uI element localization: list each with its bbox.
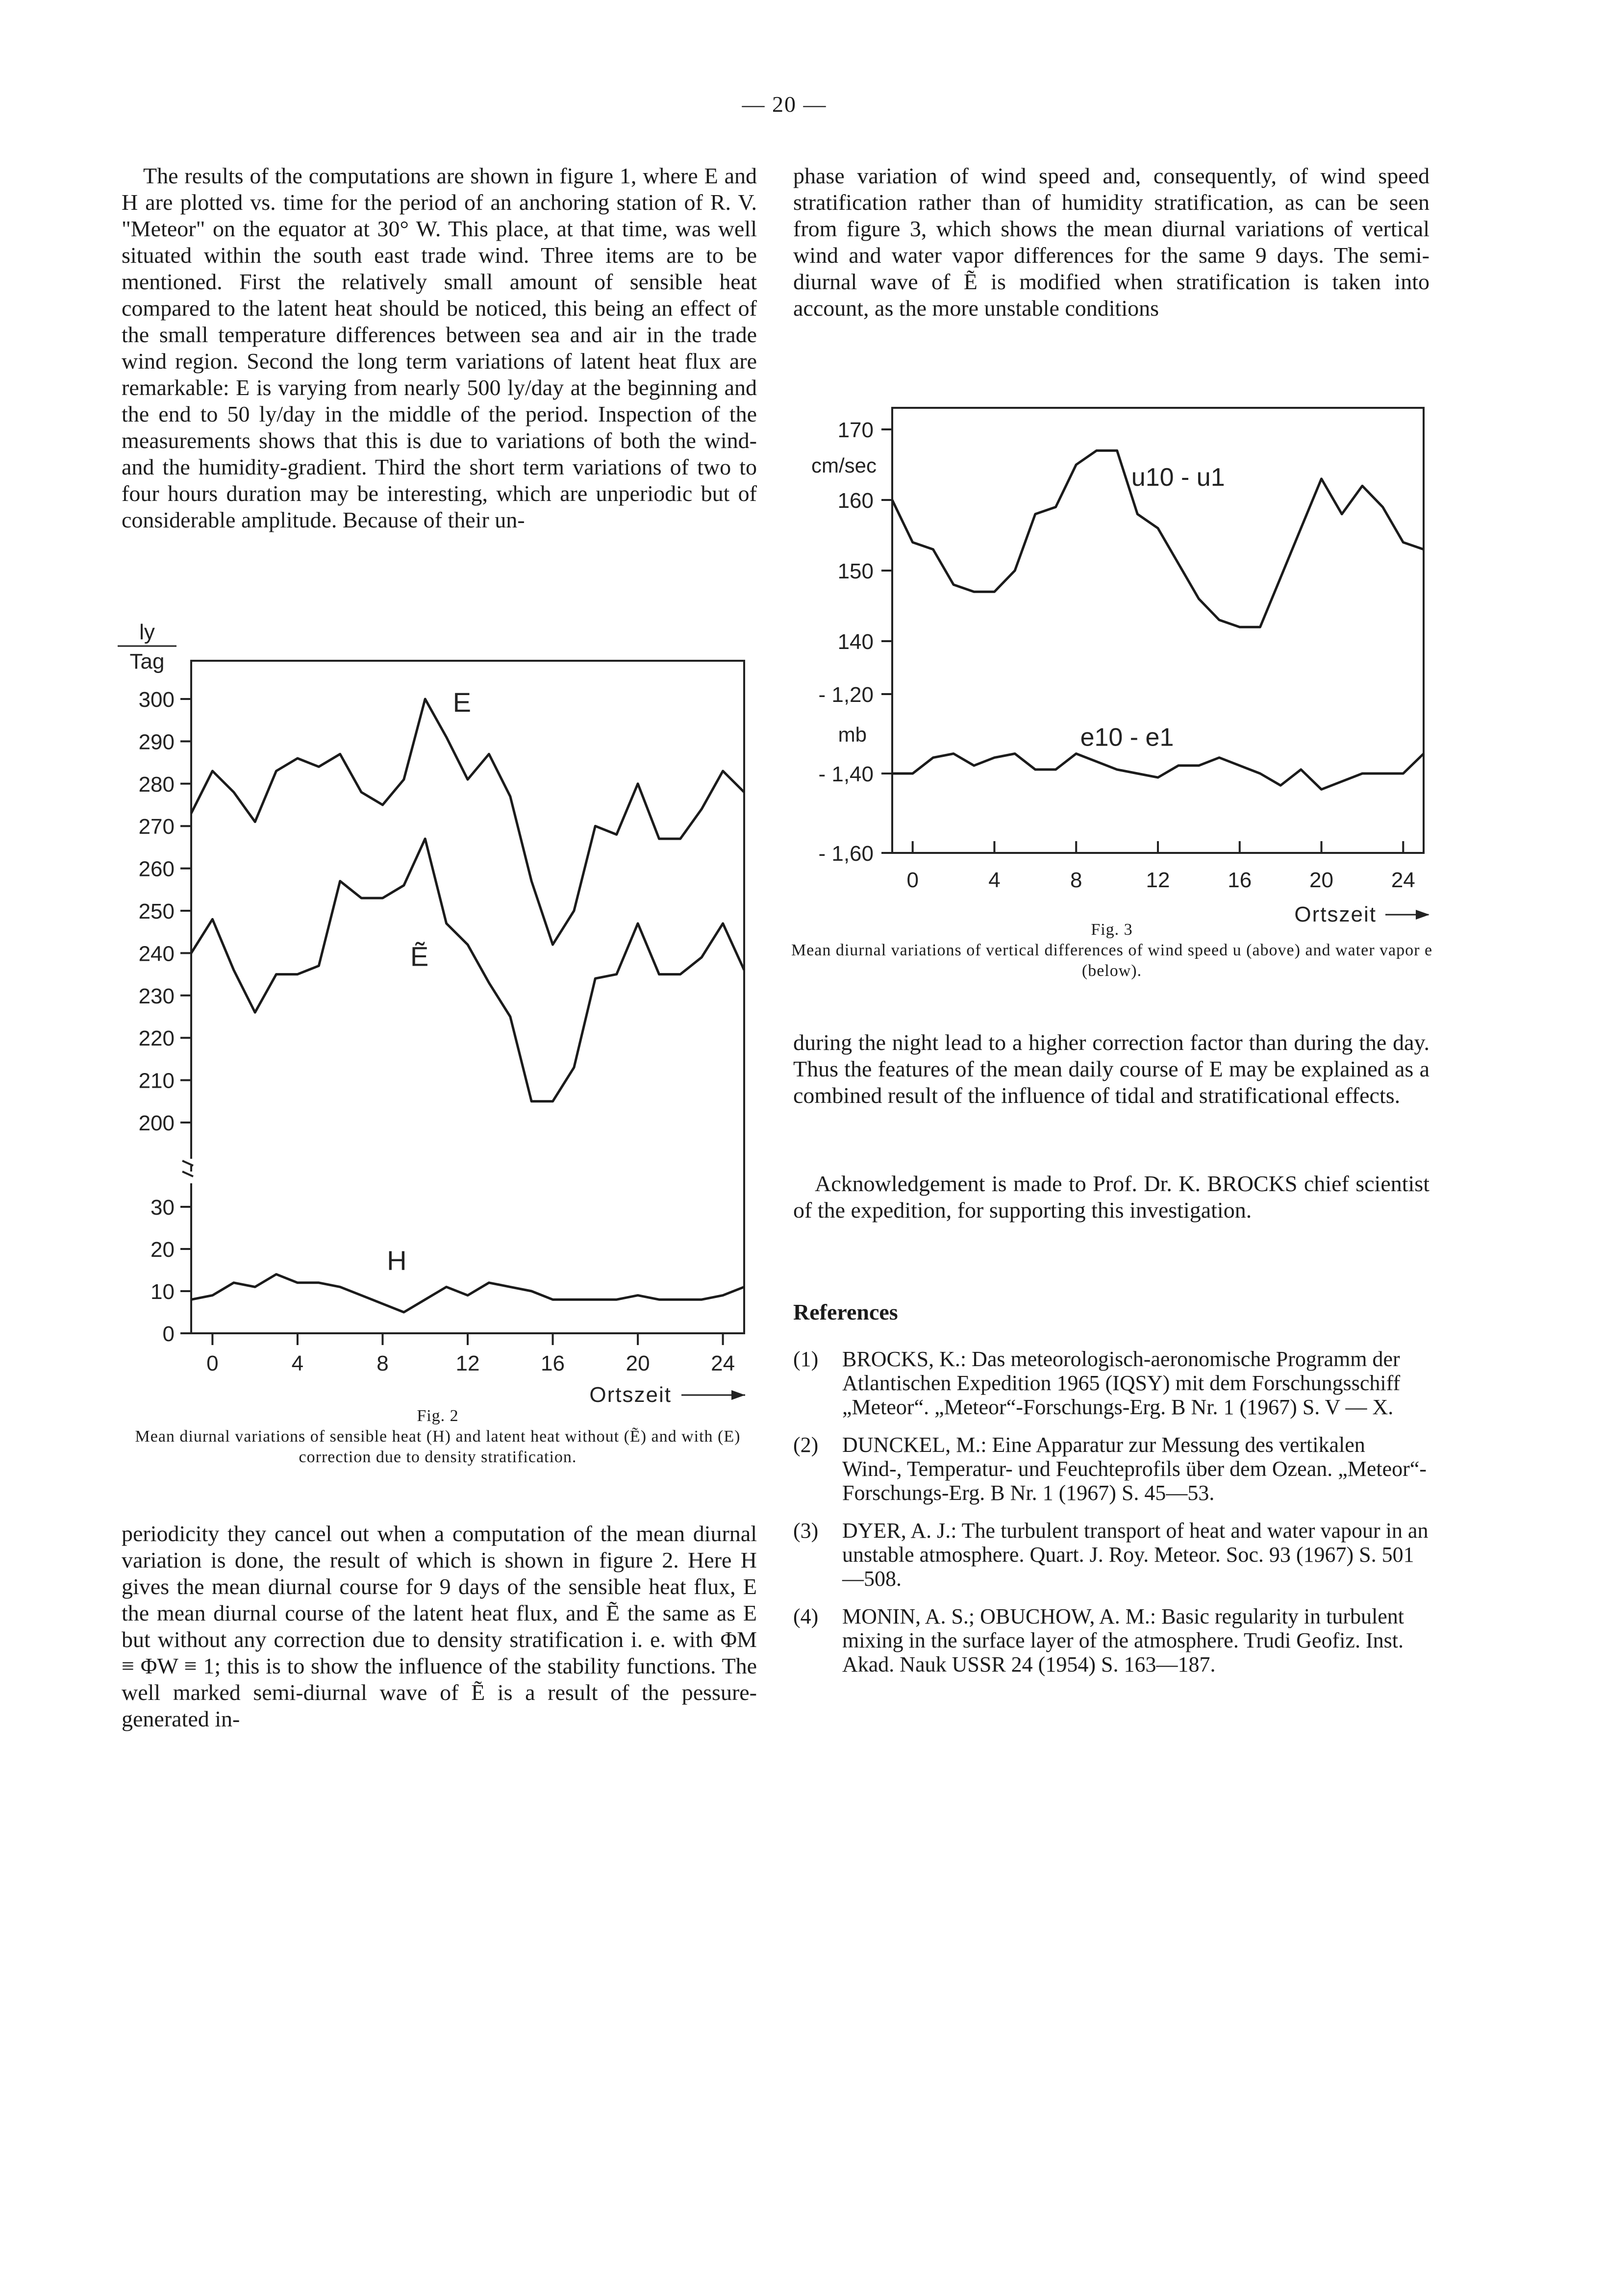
series-label-h: H [387,1245,407,1276]
reference-item [793,1519,1429,1591]
y-tick-label: - 1,60 [818,842,874,866]
reference-item [793,1604,1429,1676]
figure-3-chart [784,402,1436,926]
paragraph: The results of the computations are shown in figure 1, where E and H are plotted vs. time for the period of an anchoring station of R. V. "Meteor" on the equator at 30° W. This place, at that time, was well situated within the south east trade wind. Three items are to be mentioned. First the relatively small amount of sensible heat compared to the latent heat should be noticed, this being an effect of the small temperature differences between sea and air in the trade wind region. Second the long term variations of latent heat flux are remarkable: E is varying from nearly 500 ly/day at the beginning and the end to 50 ly/day in the middle of the period. Inspection of the measurements shows that this is due to variations of both the wind- and the humidity-gradient. Third the short term variations of two to four hours duration may be interesting, which are unperiodic but of considerable amplitude. Because of their un- [122,163,757,532]
series-line-h [191,1274,744,1312]
y-tick-label: 20 [150,1238,175,1262]
y-axis-unit-upper: cm/sec [811,454,877,477]
body-text-left-top [122,163,757,533]
body-text-right-mid [793,1029,1429,1109]
page-number: — 20 — [742,92,827,117]
series-label-e-tilde: Ẽ [410,941,429,972]
reference-text: MONIN, A. S.; OBUCHOW, A. M.: Basic regularity in turbulent mixing in the surface layer of the atmosphere. Trudi Geofiz. Inst. Akad. Nauk USSR 24 (1954) S. 163—187. [842,1604,1404,1676]
y-tick-label: 270 [138,815,175,839]
y-tick-label: 0 [162,1322,175,1346]
series-line-e [892,754,1424,790]
paragraph: phase variation of wind speed and, consequently, of wind speed stratification rather than of humidity stratification, as can be seen from figure 3, which shows the mean diurnal variations of vertical wind and water vapor differences for the same 9 days. The semi-diurnal wave of Ẽ is modified when stratification is taken into account, as the more unstable conditions [793,163,1429,321]
acknowledgement-text: Acknowledgement is made to Prof. Dr. K. BROCKS chief scientist of the expedition, for supporting this investigation. [793,1171,1429,1223]
reference-text: DUNCKEL, M.: Eine Apparatur zur Messung des vertikalen Wind-, Temperatur- und Feuchteprofils über dem Ozean. „Meteor“-Forschungs-Erg. B Nr. 1 (1967) S. 45—53. [842,1433,1427,1505]
reference-text: DYER, A. J.: The turbulent transport of heat and water vapour in an unstable atmosphere. Quart. J. Roy. Meteor. Soc. 93 (1967) S. 501—508. [842,1519,1429,1591]
y-tick-label: 230 [138,984,175,1008]
reference-number: (4) [793,1604,819,1628]
x-tick-label: 0 [206,1351,219,1375]
x-axis-label: Ortszeit [589,1383,672,1407]
y-tick-label: - 1,20 [818,683,874,707]
y-tick-label: 300 [138,688,175,712]
y-tick-label: 200 [138,1111,175,1135]
x-tick-label: 8 [376,1351,389,1375]
y-tick-label: 260 [138,857,175,881]
series-label-e: E [452,686,471,718]
reference-text: BROCKS, K.: Das meteorologisch-aeronomische Programm der Atlantischen Expedition 1965 (IQSY) mit dem Forschungsschiff „Meteor“. „Meteor“-Forschungs-Erg. B Nr. 1 (1967) S. V — X. [842,1347,1401,1419]
y-tick-label: 30 [150,1196,175,1220]
x-axis-arrow-head [1416,910,1429,920]
references-heading: References [793,1299,898,1324]
y-tick-label: 280 [138,772,175,797]
y-axis-unit-lower: mb [838,723,867,746]
y-tick-label: 170 [837,418,874,442]
series-line-e [191,699,744,945]
body-text-left-bottom [122,1521,757,1732]
paragraph: periodicity they cancel out when a computation of the mean diurnal variation is done, the result of which is shown in figure 2. Here H gives the mean diurnal course for 9 days of the sensible heat flux, E the mean diurnal course of the latent heat flux, and Ẽ the same as E but without any correction due to density stratification i. e. with ΦM ≡ ΦW ≡ 1; this is to show the influence of the stability functions. The well marked semi-diurnal wave of Ẽ is a result of the pessure-generated in- [122,1521,757,1731]
y-tick-label: 290 [138,730,175,754]
x-tick-label: 20 [1309,868,1334,892]
figure-3-caption-text: Mean diurnal variations of vertical differences of wind speed u (above) and water vapor e (below). [791,941,1433,980]
y-tick-label: 150 [837,559,874,583]
y-tick-label: 220 [138,1026,175,1051]
reference-number: (1) [793,1347,819,1371]
figure-3-caption [788,920,1435,981]
references-list [793,1347,1429,1690]
y-tick-label: 10 [150,1280,175,1304]
x-tick-label: 4 [988,868,1001,892]
reference-item [793,1433,1429,1505]
x-tick-label: 0 [906,868,919,892]
figure-3-label: Fig. 3 [1091,921,1133,939]
x-tick-label: 24 [1391,868,1415,892]
figure-2-caption-text: Mean diurnal variations of sensible heat (H) and latent heat without (Ẽ) and with (E) correction due to density stratification. [135,1427,741,1466]
x-tick-label: 20 [626,1351,650,1375]
series-label-e: e10 - e1 [1080,723,1174,752]
x-tick-label: 24 [711,1351,735,1375]
y-tick-label: 140 [837,630,874,654]
series-line-e-tilde [191,839,744,1101]
x-tick-label: 12 [455,1351,480,1375]
reference-number: (3) [793,1519,819,1543]
y-tick-label: 210 [138,1069,175,1093]
reference-number: (2) [793,1433,819,1457]
figure-2-label: Fig. 2 [417,1407,459,1425]
y-tick-label: 240 [138,942,175,966]
body-text-right-top [793,163,1429,322]
y-axis-unit-top: ly [139,620,155,644]
figure-2-caption [117,1406,759,1468]
x-tick-label: 16 [541,1351,565,1375]
x-tick-label: 8 [1070,868,1082,892]
figure-2-chart [113,622,760,1406]
x-tick-label: 16 [1228,868,1252,892]
acknowledgement [793,1171,1429,1223]
x-tick-label: 12 [1146,868,1170,892]
y-tick-label: 160 [837,489,874,513]
y-tick-label: 250 [138,899,175,923]
x-tick-label: 4 [291,1351,304,1375]
x-axis-label: Ortszeit [1294,902,1377,926]
plot-frame [191,661,744,1333]
y-tick-label: - 1,40 [818,762,874,786]
y-axis-unit-bottom: Tag [129,649,165,674]
paragraph: during the night lead to a higher correction factor than during the day. Thus the features of the mean daily course of E may be explained as a combined result of the influence of tidal and stratificational effects. [793,1030,1429,1108]
reference-item [793,1347,1429,1419]
series-label-u: u10 - u1 [1131,463,1225,492]
x-axis-arrow-head [731,1390,745,1400]
